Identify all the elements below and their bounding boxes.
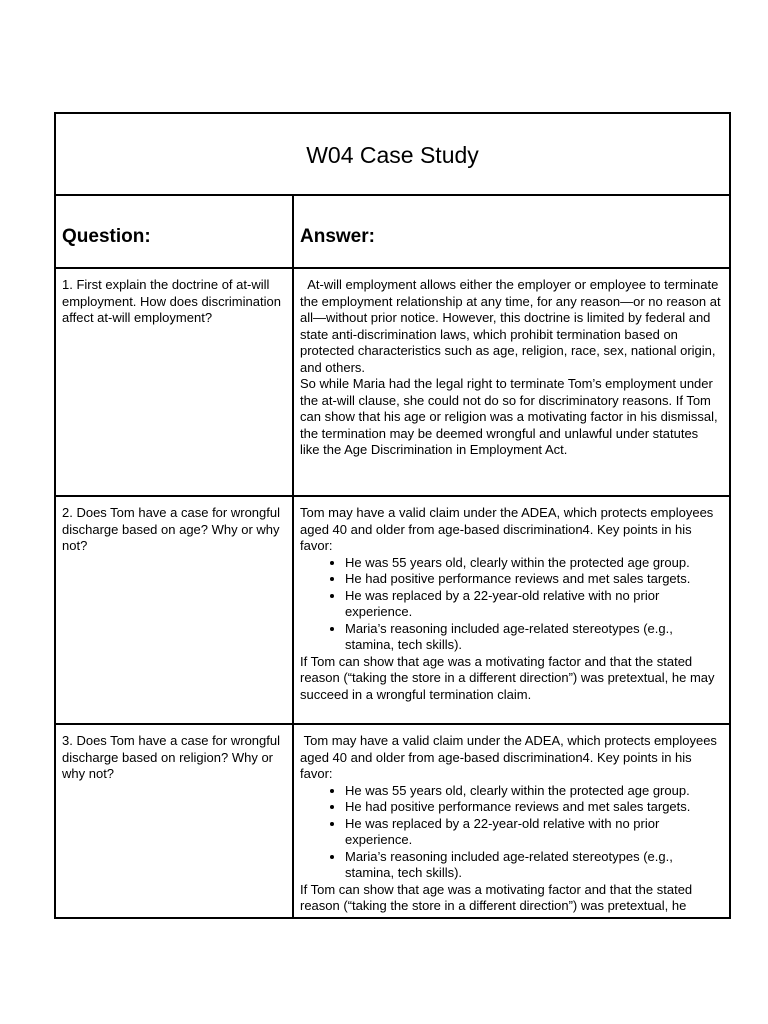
header-row [56, 196, 729, 269]
answer-paragraph: At-will employment allows either the employer or employee to terminate the employment relationship at any time, for any reason—or no reason at all—without prior notice. However, this doctrine is limited by federal and state anti-discrimination laws, which prohibit termination based on protected characteristics such as age, religion, race, sex, national origin, and others. [300, 277, 725, 375]
answer-intro: Tom may have a valid claim under the ADEA, which protects employees aged 40 and older from age-based discrimination4. Key points in his favor: [300, 733, 721, 781]
answer-paragraph: So while Maria had the legal right to terminate Tom’s employment under the at-will clause, she could not do so for discriminatory reasons. If Tom can show that his age or religion was a motivating factor in his dismissal, the termination may be deemed wrongful and unlawful under statutes like the Age Discrimination in Employment Act. [300, 376, 718, 457]
answer-outro: If Tom can show that age was a motivating factor and that the stated reason (“taking the store in a different direction”) was pretextual, he may succeed in a wrongful termination claim. [300, 653, 715, 702]
answer-header: Answer: [300, 226, 375, 247]
answer-outro: If Tom can show that age was a motivating factor and that the stated reason (“taking the store in a different direction”) was pretextual, he [300, 881, 693, 913]
question-header: Question: [56, 196, 294, 267]
document-title: W04 Case Study [56, 114, 729, 196]
list-item: • He was replaced by a 22-year-old relative with no prior experience. [345, 588, 721, 621]
answer-cell-1 [294, 269, 729, 495]
answer-cell-2 [294, 497, 729, 723]
table-row [56, 269, 729, 497]
list-item: • He was replaced by a 22-year-old relative with no prior experience. [345, 816, 721, 849]
list-item: • He was 55 years old, clearly within the protected age group. [345, 555, 721, 572]
table-row [56, 725, 729, 919]
list-item: • He had positive performance reviews and met sales targets. [345, 571, 721, 588]
answer-intro: Tom may have a valid claim under the ADEA, which protects employees aged 40 and older from age-based discrimination4. Key points in his favor: [300, 505, 714, 553]
answer-cell-3 [294, 725, 729, 919]
case-study-table [54, 112, 731, 919]
bullet-list [300, 783, 721, 882]
question-cell-3: 3. Does Tom have a case for wrongful discharge based on religion? Why or why not? [56, 725, 294, 919]
list-item: • He had positive performance reviews and met sales targets. [345, 799, 721, 816]
question-cell-2: 2. Does Tom have a case for wrongful discharge based on age? Why or why not? [56, 497, 294, 723]
list-item: • He was 55 years old, clearly within the protected age group. [345, 783, 721, 800]
bullet-list [300, 555, 721, 654]
table-row [56, 497, 729, 725]
question-cell-1: 1. First explain the doctrine of at-will employment. How does discrimination affect at-will employment? [56, 269, 294, 495]
list-item: • Maria’s reasoning included age-related stereotypes (e.g., stamina, tech skills). [345, 621, 721, 654]
list-item: • Maria’s reasoning included age-related stereotypes (e.g., stamina, tech skills). [345, 849, 721, 882]
